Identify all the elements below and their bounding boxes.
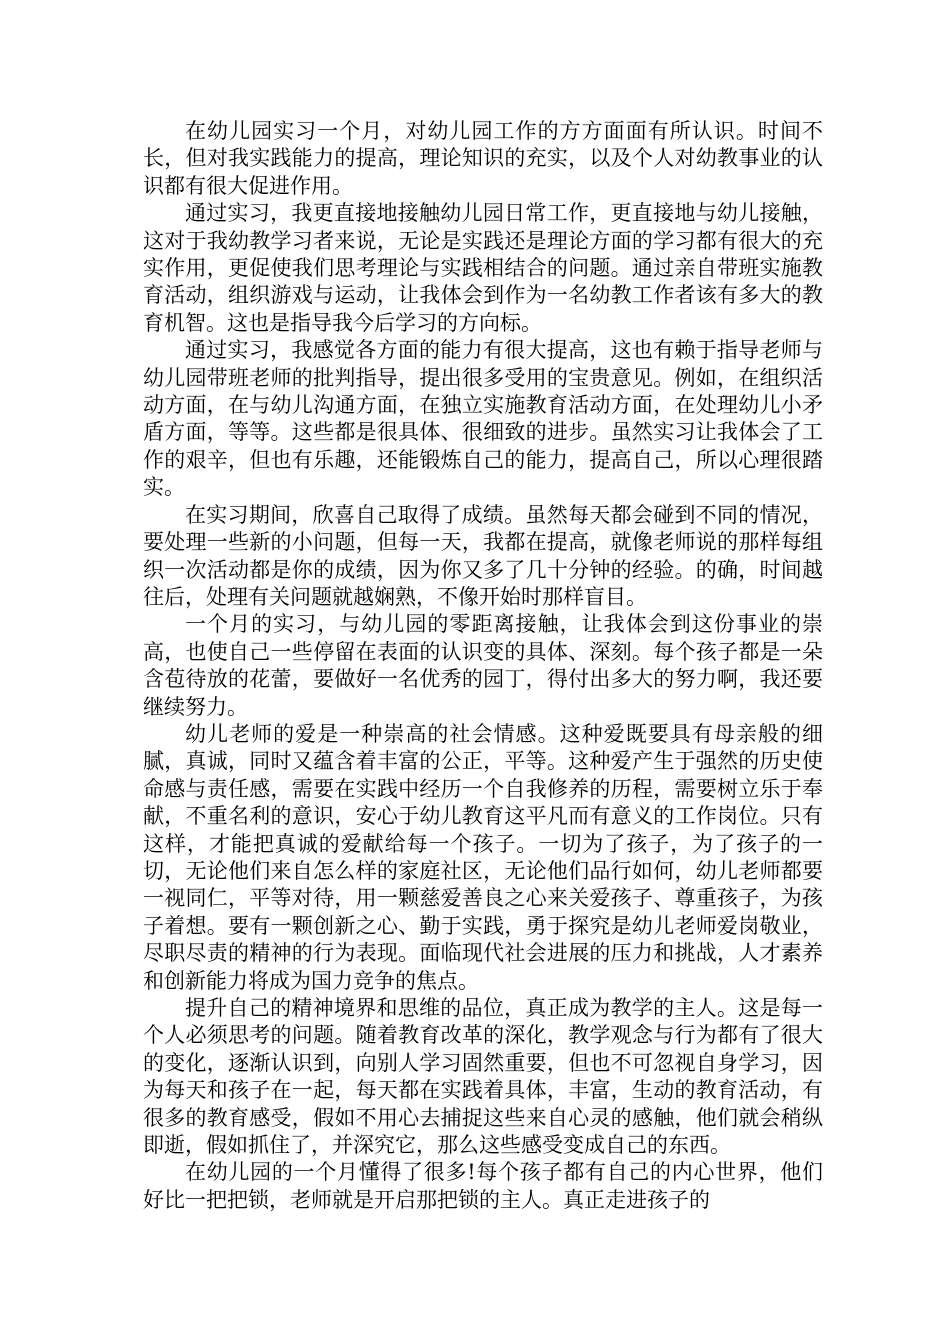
paragraph-3: 通过实习，我感觉各方面的能力有很大提高，这也有赖于指导老师与幼儿园带班老师的批判指导，提出很多受用的宝贵意见。例如，在组织活动方面，在与幼儿沟通方面，在独立实施教育活动方面，在处理幼儿小矛盾方面，等等。这些都是很具体、很细致的进步。虽然实习让我体会了工作的艰辛，但也有乐趣，还能锻炼自己的能力，提高自己，所以心理很踏实。: [143, 338, 823, 500]
paragraph-5: 一个月的实习，与幼儿园的零距离接触，让我体会到这份事业的崇高，也使自己一些停留在表面的认识变的具体、深刻。每个孩子都是一朵含苞待放的花蕾，要做好一名优秀的园丁，得付出多大的努力啊，我还要继续努力。: [143, 612, 823, 719]
paragraph-7: 提升自己的精神境界和思维的品位，真正成为教学的主人。这是每一个人必须思考的问题。随着教育改革的深化，教学观念与行为都有了很大的变化，逐渐认识到，向别人学习固然重要，但也不可忽视自身学习，因为每天和孩子在一起，每天都在实践着具体，丰富，生动的教育活动，有很多的教育感受，假如不用心去捕捉这些来自心灵的感触，他们就会稍纵即逝，假如抓住了，并深究它，那么这些感受变成自己的东西。: [143, 996, 823, 1158]
paragraph-2: 通过实习，我更直接地接触幼儿园日常工作，更直接地与幼儿接触，这对于我幼教学习者来说，无论是实践还是理论方面的学习都有很大的充实作用，更促使我们思考理论与实践相结合的问题。通过亲自带班实施教育活动，组织游戏与运动，让我体会到作为一名幼教工作者该有多大的教育机智。这也是指导我今后学习的方向标。: [143, 201, 823, 335]
paragraph-6: 幼儿老师的爱是一种崇高的社会情感。这种爱既要具有母亲般的细腻，真诚，同时又蕴含着丰富的公正，平等。这种爱产生于强然的历史使命感与责任感，需要在实践中经历一个自我修养的历程，需要树立乐于奉献，不重名利的意识，安心于幼儿教育这平凡而有意义的工作岗位。只有这样，才能把真诚的爱献给每一个孩子。一切为了孩子，为了孩子的一切，无论他们来自怎么样的家庭社区，无论他们品行如何，幼儿老师都要一视同仁，平等对待，用一颗慈爱善良之心来关爱孩子、尊重孩子，为孩子着想。要有一颗创新之心、勤于实践，勇于探究是幼儿老师爱岗敬业，尽职尽责的精神的行为表现。面临现代社会进展的压力和挑战，人才素养和创新能力将成为国力竞争的焦点。: [143, 721, 823, 993]
paragraph-1: 在幼儿园实习一个月，对幼儿园工作的方方面面有所认识。时间不长，但对我实践能力的提高，理论知识的充实，以及个人对幼教事业的认识都有很大促进作用。: [143, 119, 823, 198]
document-page: [143, 118, 823, 1214]
paragraph-4: 在实习期间，欣喜自己取得了成绩。虽然每天都会碰到不同的情况，要处理一些新的小问题，但每一天，我都在提高，就像老师说的那样每组织一次活动都是你的成绩，因为你又多了几十分钟的经验。的确，时间越往后，处理有关问题就越娴熟，不像开始时那样盲目。: [143, 502, 823, 609]
paragraph-8: 在幼儿园的一个月懂得了很多!每个孩子都有自己的内心世界，他们好比一把把锁，老师就是开启那把锁的主人。真正走进孩子的: [143, 1160, 823, 1212]
